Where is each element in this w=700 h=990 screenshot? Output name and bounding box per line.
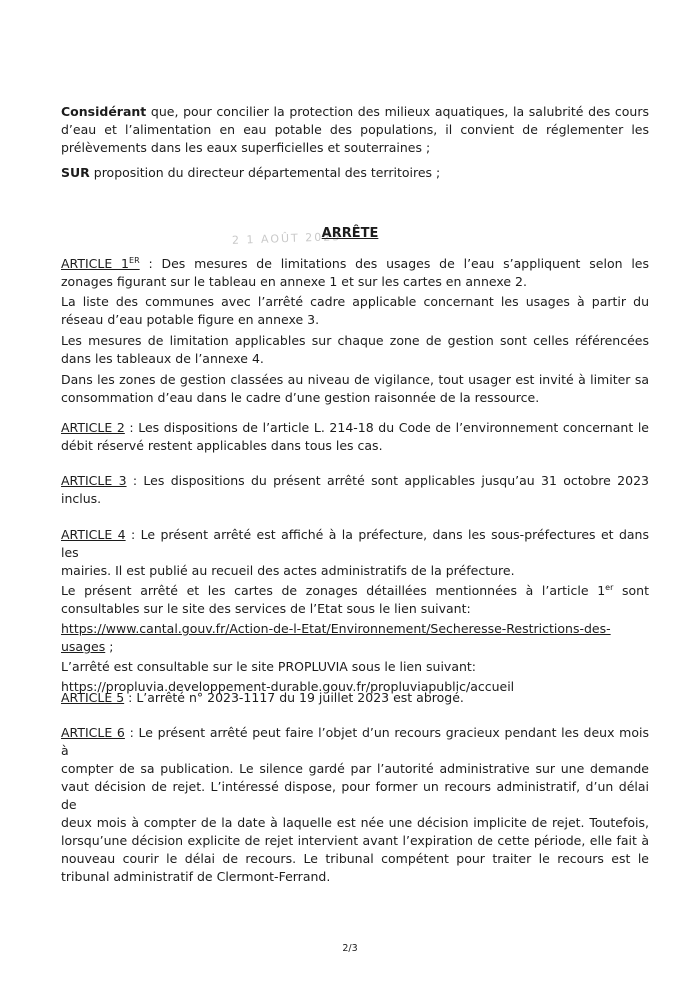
article-1-p3-line-2: dans les tableaux de l’annexe 4. xyxy=(61,351,264,366)
article-1-p2-line-1: La liste des communes avec l’arrêté cadre applicable concernant les usages à partir du xyxy=(61,294,649,309)
considerant-line-2: d’eau et l’alimentation en eau potable des populations, il convient de réglementer les xyxy=(61,122,649,137)
article-1: ARTICLE 1ER : Des mesures de limitations des usages de l’eau s’appliquent selon les zonages figurant sur le tableau en annexe 1 et sur les cartes en annexe 2. La liste des communes avec l’arrêté cadre applicable concernant les usages à partir du réseau d’eau potable figure en annexe 3. Les mesures de limitation applicables sur chaque zone de gestion sont celles référencées dans les tableaux de l’annexe 4. Dans les zones de gestion classées au niveau de vigilance, tout usager est invité à limiter sa consommation d’eau dans le cadre d’une gestion raisonnée de la ressource. xyxy=(61,255,650,405)
article-1-p4-line-1: Dans les zones de gestion classées au niveau de vigilance, tout usager est invité à limiter sa xyxy=(61,372,649,387)
article-1-p4-line-2: consommation d’eau dans le cadre d’une gestion raisonnée de la ressource. xyxy=(61,390,540,405)
article-1-line-2: zonages figurant sur le tableau en annexe 1 et sur les cartes en annexe 2. xyxy=(61,274,527,289)
cantal-link-cont[interactable]: usages xyxy=(61,639,106,654)
article-1-label: ARTICLE 1ER xyxy=(61,255,140,271)
arrete-title: ARRÊTE xyxy=(321,226,379,241)
article-2 xyxy=(61,419,649,455)
propluvia-link[interactable]: https://propluvia.developpement-durable.gouv.fr/propluviapublic/accueil xyxy=(61,679,515,694)
considerant-lead: Considérant xyxy=(61,104,147,119)
article-6-line-7: tribunal administratif de Clermont-Ferrand. xyxy=(61,869,331,884)
article-4-p2-line-2: consultables sur le site des services de l’Etat sous le lien suivant: xyxy=(61,601,471,616)
article-6 xyxy=(61,724,649,886)
article-6-line-1: : Le présent arrêté peut faire l’objet d’un recours gracieux pendant les deux mois à xyxy=(61,725,649,758)
considerant-line-1: que, pour concilier la protection des milieux aquatiques, la salubrité des cours xyxy=(146,104,649,119)
article-1-p2-line-2: réseau d’eau potable figure en annexe 3. xyxy=(61,312,320,327)
article-5-label: ARTICLE 5 xyxy=(61,690,125,705)
considerant-paragraph xyxy=(61,103,649,157)
article-6-line-2: compter de sa publication. Le silence gardé par l’autorité administrative sur une demande xyxy=(61,761,649,776)
article-1-p3-line-1: Les mesures de limitation applicables sur chaque zone de gestion sont celles référencées xyxy=(61,333,649,348)
article-1-line-1: Des mesures de limitations des usages de l’eau s’appliquent selon les xyxy=(152,256,650,271)
received-stamp: 2 1 AOÛT 2023 xyxy=(231,230,342,247)
article-6-line-6: nouveau courir le délai de recours. Le tribunal compétent pour traiter le recours est le xyxy=(61,851,649,866)
sur-text: proposition du directeur départemental des territoires ; xyxy=(89,165,441,180)
article-6-line-4: deux mois à compter de la date à laquelle est née une décision implicite de rejet. Toutefois, xyxy=(61,815,649,830)
article-5-text: : L’arrêté n° 2023-1117 du 19 juillet 2023 est abrogé. xyxy=(124,690,464,705)
sur-paragraph xyxy=(61,164,649,182)
article-5 xyxy=(61,689,649,707)
article-6-line-3: vaut décision de rejet. L’intéressé dispose, pour former un recours administratif, d’un délai de xyxy=(61,779,649,812)
article-2-line-1: : Les dispositions de l’article L. 214-18 du Code de l’environnement concernant le xyxy=(124,420,649,435)
article-6-label: ARTICLE 6 xyxy=(61,725,125,740)
article-3 xyxy=(61,472,649,508)
page-number: 2/3 xyxy=(342,943,358,954)
article-3-label: ARTICLE 3 xyxy=(61,473,127,488)
article-3-line-2: inclus. xyxy=(61,491,102,506)
article-3-line-1: : Les dispositions du présent arrêté sont applicables jusqu’au 31 octobre 2023 xyxy=(126,473,649,488)
considerant-line-3: prélèvements dans les eaux superficielles et souterraines ; xyxy=(61,140,431,155)
article-4-line-1: : Le présent arrêté est affiché à la préfecture, dans les sous-préfectures et dans les xyxy=(61,527,649,560)
article-4-p3: L’arrêté est consultable sur le site PROPLUVIA sous le lien suivant: xyxy=(61,659,477,674)
article-4-p2-line-1a: Le présent arrêté et les cartes de zonages détaillées mentionnées à l’article 1 xyxy=(61,583,606,598)
article-2-line-2: débit réservé restent applicables dans tous les cas. xyxy=(61,438,383,453)
article-4-line-2: mairies. Il est publié au recueil des actes administratifs de la préfecture. xyxy=(61,563,515,578)
article-2-label: ARTICLE 2 xyxy=(61,420,125,435)
sur-lead: SUR xyxy=(61,165,90,180)
article-4: ARTICLE 4 : Le présent arrêté est affiché à la préfecture, dans les sous-préfectures et dans les mairies. Il est publié au recueil des actes administratifs de la préfecture. Le présent arrêté et les cartes de zonages détaillées mentionnées à l’article 1er sont consultables sur le site des services de l’Etat sous le lien suivant: https://www.cantal.gouv.fr/Action-de-l-Etat/Environnement/Secheresse-Restrictions-des- usages ; L’arrêté est consultable sur le site PROPLUVIA sous le lien suivant: https://propluvia.developpement-durable.gouv.fr/propluviapublic/accueil xyxy=(61,527,649,694)
article-6-line-5: lorsqu’une décision explicite de rejet intervient avant l’expiration de cette période, elle fait à xyxy=(61,833,649,848)
cantal-link[interactable]: https://www.cantal.gouv.fr/Action-de-l-Etat/Environnement/Secheresse-Restrictions-des- xyxy=(61,621,611,636)
article-4-label: ARTICLE 4 xyxy=(61,527,126,542)
